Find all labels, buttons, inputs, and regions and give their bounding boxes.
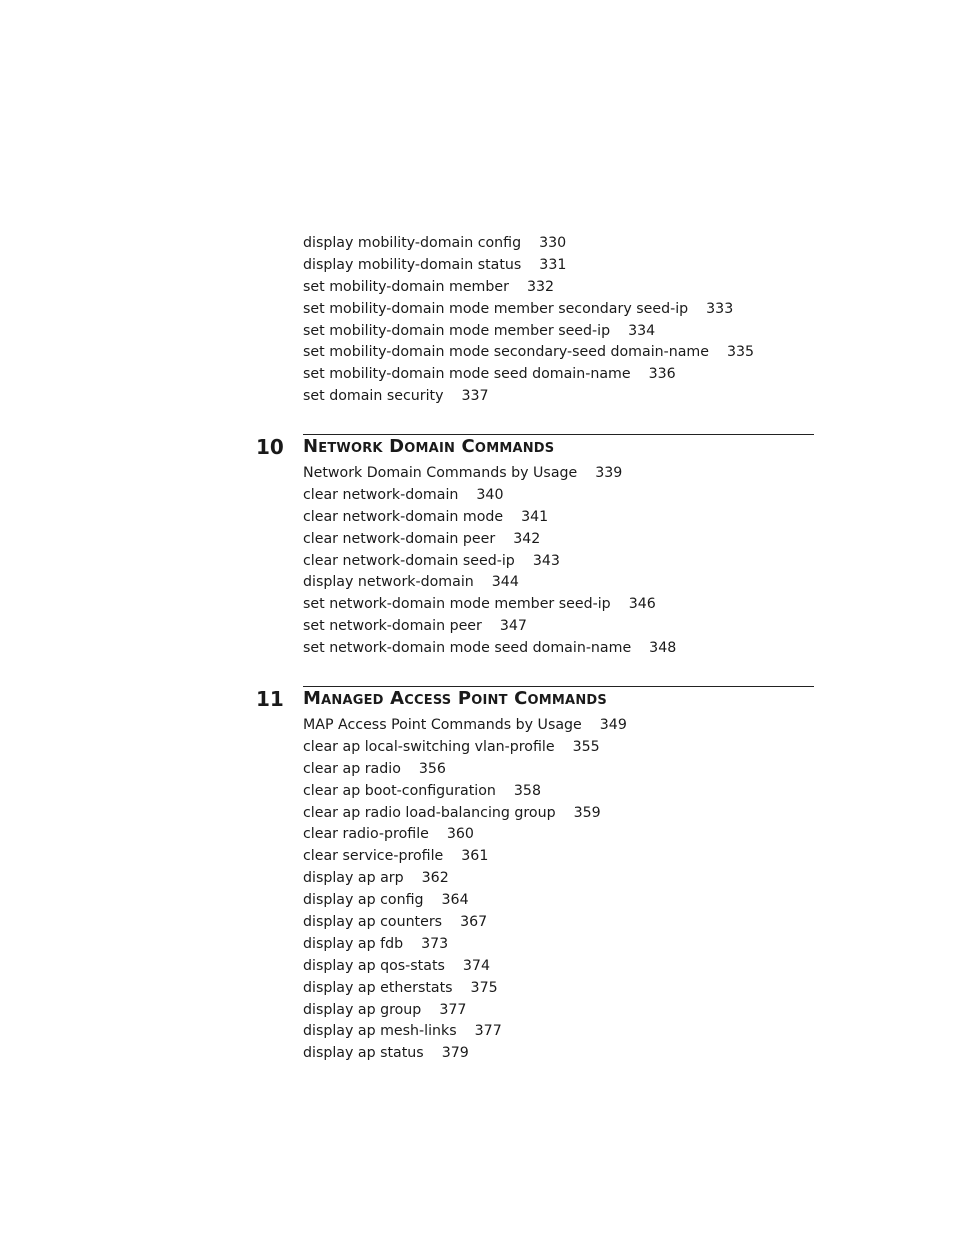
toc-entry-label: clear radio-profile [303,826,429,843]
toc-entry-page: 348 [649,640,677,657]
toc-entry-label: display ap arp [303,870,404,887]
toc-list-network-domain [303,463,676,660]
toc-entry[interactable] [303,364,754,386]
toc-entry-page: 347 [499,618,527,635]
toc-entry-page: 377 [474,1023,502,1040]
toc-entry-page: 359 [573,804,601,821]
chapter-number: 10 [256,435,284,459]
toc-entry[interactable] [303,846,627,868]
toc-entry-page: 330 [539,235,567,251]
toc-entry-label: display mobility-domain config [303,235,522,251]
toc-entry-page: 364 [441,892,469,909]
toc-entry-label: set network-domain mode seed domain-name [303,640,632,657]
toc-entry-label: display ap counters [303,914,443,931]
toc-entry-label: display network-domain [303,574,474,591]
toc-entry[interactable] [303,529,676,551]
toc-entry-label: display ap mesh-links [303,1023,457,1040]
toc-entry-page: 379 [441,1045,469,1062]
toc-entry-label: clear ap local-switching vlan-profile [303,738,555,755]
toc-entry[interactable] [303,934,627,956]
toc-entry-label: set network-domain mode member seed-ip [303,596,611,613]
toc-entry-label: display ap status [303,1045,424,1062]
toc-entry-label: set mobility-domain mode member secondary seed-ip [303,300,689,317]
toc-entry-page: 360 [446,826,474,843]
toc-entry-label: clear network-domain mode [303,508,504,525]
toc-entry-label: MAP Access Point Commands by Usage [303,717,582,733]
toc-entry[interactable] [303,1021,627,1043]
toc-entry-label: clear service-profile [303,848,444,865]
toc-entry-page: 374 [462,957,490,974]
toc-entry-label: display ap qos-stats [303,957,445,974]
toc-entry[interactable] [303,1000,627,1022]
toc-entry[interactable] [303,255,754,277]
toc-entry[interactable] [303,551,676,573]
toc-entry-label: display ap fdb [303,935,404,952]
toc-entry-label: display mobility-domain status [303,256,522,273]
toc-entry-page: 373 [421,935,449,952]
toc-entry[interactable] [303,299,754,321]
toc-entry-label: display ap etherstats [303,979,453,996]
toc-entry-page: 339 [595,465,623,481]
toc-entry[interactable] [303,277,754,299]
toc-entry-label: set mobility-domain mode member seed-ip [303,322,611,339]
toc-entry[interactable] [303,956,627,978]
toc-entry-label: clear ap boot-configuration [303,782,496,799]
toc-entry[interactable] [303,572,676,594]
toc-entry-label: set mobility-domain member [303,278,509,295]
toc-entry-label: clear ap radio [303,760,401,777]
toc-entry[interactable] [303,715,627,737]
chapter-number: 11 [256,687,284,711]
toc-list-mobility-domain [303,233,754,408]
toc-entry[interactable] [303,868,627,890]
toc-entry-page: 346 [628,596,656,613]
toc-entry-label: clear network-domain peer [303,530,496,547]
toc-entry-page: 361 [461,848,489,865]
toc-entry-page: 344 [491,574,519,591]
toc-entry-page: 355 [572,738,600,755]
toc-entry-page: 331 [539,256,567,273]
toc-entry[interactable] [303,824,627,846]
toc-entry-page: 343 [532,552,560,569]
toc-entry[interactable] [303,616,676,638]
toc-entry-page: 341 [521,508,549,525]
toc-entry[interactable] [303,485,676,507]
toc-entry-label: clear network-domain [303,486,459,503]
toc-entry[interactable] [303,594,676,616]
toc-entry[interactable] [303,342,754,364]
toc-entry[interactable] [303,386,754,408]
toc-entry-page: 362 [421,870,449,887]
toc-entry[interactable] [303,463,676,485]
toc-entry-page: 334 [628,322,656,339]
toc-entry-page: 375 [470,979,498,996]
toc-entry[interactable] [303,803,627,825]
toc-entry-label: clear ap radio load-balancing group [303,804,556,821]
toc-entry[interactable] [303,737,627,759]
toc-entry-page: 332 [526,278,555,295]
toc-entry-page: 342 [513,530,541,547]
chapter-title[interactable]: Managed Access Point Commands [303,688,607,709]
toc-entry-page: 336 [648,366,676,383]
toc-entry-page: 335 [727,344,755,361]
toc-entry-label: clear network-domain seed-ip [303,552,515,569]
toc-entry[interactable] [303,638,676,660]
toc-entry-page: 377 [439,1001,467,1018]
toc-entry-label: display ap config [303,892,424,909]
toc-entry[interactable] [303,1043,627,1065]
toc-entry-page: 333 [706,300,734,317]
toc-entry-page: 340 [476,486,504,503]
toc-entry[interactable] [303,912,627,934]
toc-entry-label: set network-domain peer [303,618,482,635]
toc-entry[interactable] [303,781,627,803]
toc-entry-label: set mobility-domain mode seed domain-name [303,366,631,383]
toc-entry-page: 367 [460,914,488,931]
toc-entry-label: display ap group [303,1001,422,1018]
toc-entry-page: 337 [461,388,489,405]
toc-entry[interactable] [303,759,627,781]
toc-entry-label: Network Domain Commands by Usage [303,465,578,481]
toc-entry-label: set mobility-domain mode secondary-seed domain-name [303,344,709,361]
toc-entry[interactable] [303,321,754,343]
toc-entry-page: 356 [418,760,446,777]
toc-list-managed-access-point [303,715,627,1065]
chapter-title[interactable]: Network Domain Commands [303,436,555,457]
toc-entry-label: set domain security [303,388,444,405]
toc-entry[interactable] [303,978,627,1000]
toc-entry[interactable] [303,890,627,912]
toc-entry-page: 349 [599,717,627,733]
toc-entry-page: 358 [513,782,541,799]
toc-entry[interactable] [303,233,754,255]
toc-entry[interactable] [303,507,676,529]
